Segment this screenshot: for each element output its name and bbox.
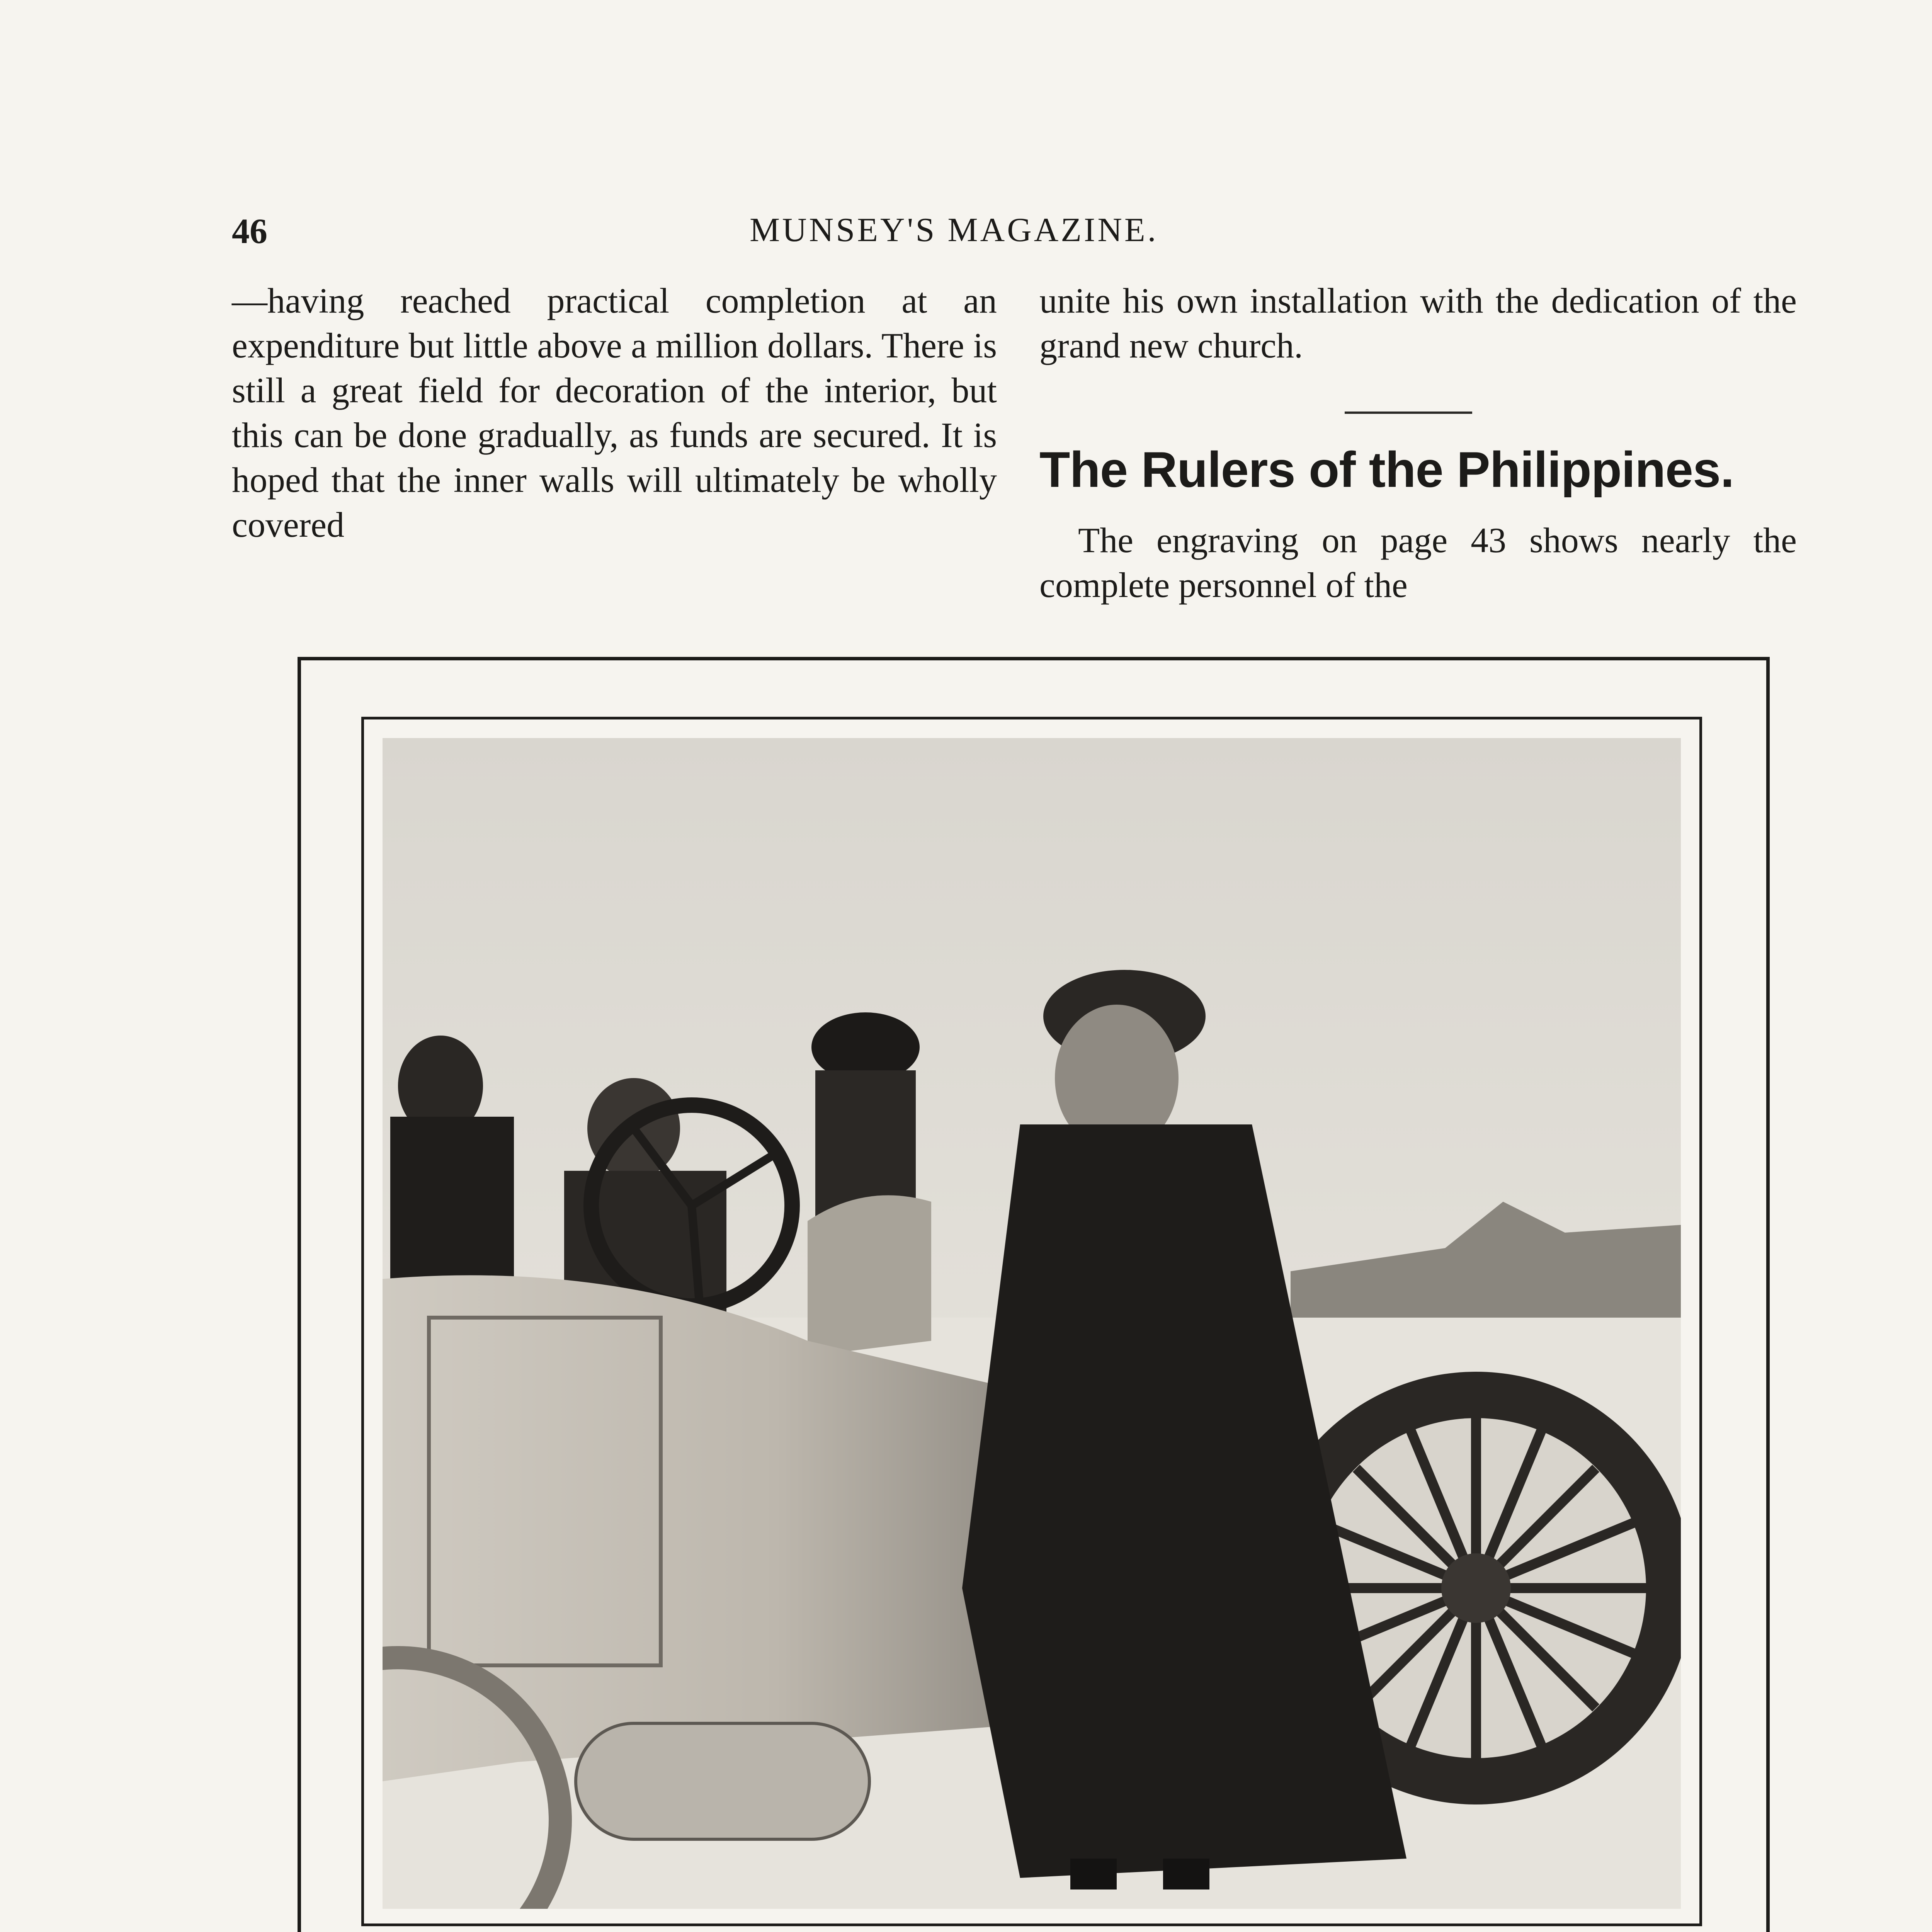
section-divider [1345,412,1472,414]
section-title: The Rulers of the Philippines. [1039,441,1734,498]
paragraph: unite his own installation with the dedication of the grand new church. [1039,281,1797,365]
top-right-column [1039,278,1797,368]
paragraph: —having reached practical completion at an expenditure but little above a million dollars. There is still a great field for decoration of the interior, but this can be done gradually, as funds are secured. It is hoped that the inner walls will ultimately be wholly covered [232,281,997,544]
page-number: 46 [232,211,267,251]
running-title: MUNSEY'S MAGAZINE. [750,211,1158,249]
top-left-column [232,278,997,547]
photograph [383,738,1681,1909]
section-opening [1039,518,1797,607]
paragraph: The engraving on page 43 shows nearly the complete personnel of the [1039,520,1797,605]
